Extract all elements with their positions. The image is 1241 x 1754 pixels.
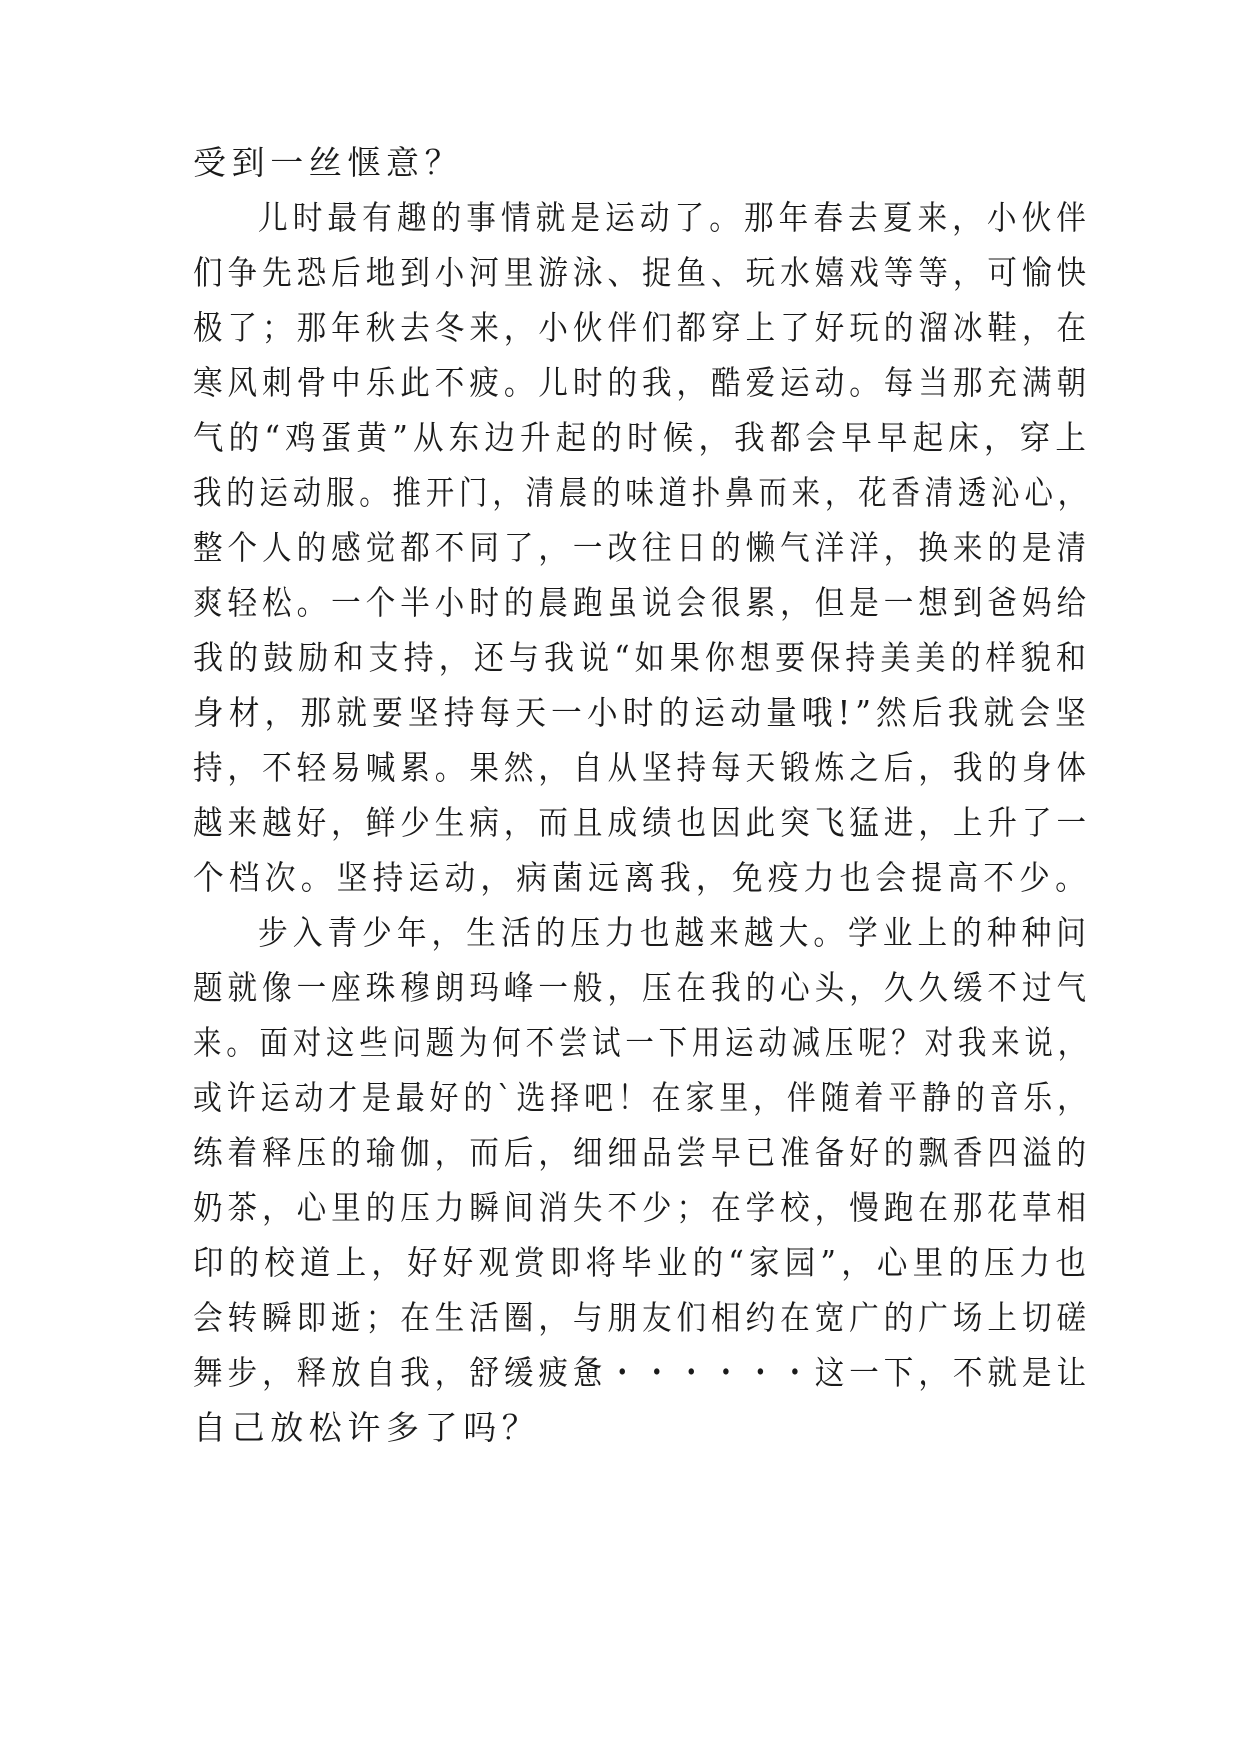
- paragraph-first-line: 儿时最有趣的事情就是运动了。那年春去夏来，小伙伴: [258, 198, 1092, 237]
- text-line: 身材，那就要坚持每天一小时的运动量哦!”然后我就会坚: [193, 693, 1091, 732]
- text-line: 们争先恐后地到小河里游泳、捉鱼、玩水嬉戏等等，可愉快: [193, 253, 1092, 292]
- text-line: 整个人的感觉都不同了，一改往日的懒气洋洋，换来的是清: [193, 528, 1092, 567]
- text-line: 越来越好，鲜少生病，而且成绩也因此突飞猛进，上升了一: [193, 803, 1092, 842]
- text-line: 来。面对这些问题为何不尝试一下用运动减压呢？对我来说，: [193, 1023, 1091, 1062]
- text-line: 舞步，释放自我，舒缓疲惫・・・・・・这一下，不就是让: [193, 1353, 1092, 1392]
- text-line: 极了；那年秋去冬来，小伙伴们都穿上了好玩的溜冰鞋，在: [193, 308, 1092, 347]
- text-line: 印的校道上，好好观赏即将毕业的“家园”，心里的压力也: [193, 1243, 1092, 1282]
- text-line: 爽轻松。一个半小时的晨跑虽说会很累，但是一想到爸妈给: [193, 583, 1092, 622]
- text-line: 或许运动才是最好的`选择吧！在家里，伴随着平静的音乐，: [193, 1078, 1092, 1117]
- text-line: 寒风刺骨中乐此不疲。儿时的我，酷爱运动。每当那充满朝: [193, 363, 1092, 402]
- text-line: 奶茶，心里的压力瞬间消失不少；在学校，慢跑在那花草相: [193, 1188, 1092, 1227]
- text-line: 个档次。坚持运动，病菌远离我，免疫力也会提高不少。: [193, 858, 1092, 897]
- text-line: 气的“鸡蛋黄”从东边升起的时候，我都会早早起床，穿上: [193, 418, 1092, 457]
- text-line: 持，不轻易喊累。果然，自从坚持每天锻炼之后，我的身体: [193, 748, 1092, 787]
- paragraph-first-line: 步入青少年，生活的压力也越来越大。学业上的种种问: [258, 913, 1092, 952]
- text-line: 题就像一座珠穆朗玛峰一般，压在我的心头，久久缓不过气: [193, 968, 1092, 1007]
- text-line: 自己放松许多了吗？: [193, 1408, 541, 1447]
- text-line: 会转瞬即逝；在生活圈，与朋友们相约在宽广的广场上切磋: [193, 1298, 1092, 1337]
- text-line: 受到一丝惬意？: [193, 143, 464, 182]
- text-line: 我的运动服。推开门，清晨的味道扑鼻而来，花香清透沁心，: [193, 473, 1091, 512]
- text-line: 我的鼓励和支持，还与我说“如果你想要保持美美的样貌和: [193, 638, 1092, 677]
- text-line: 练着释压的瑜伽，而后，细细品尝早已准备好的飘香四溢的: [193, 1133, 1092, 1172]
